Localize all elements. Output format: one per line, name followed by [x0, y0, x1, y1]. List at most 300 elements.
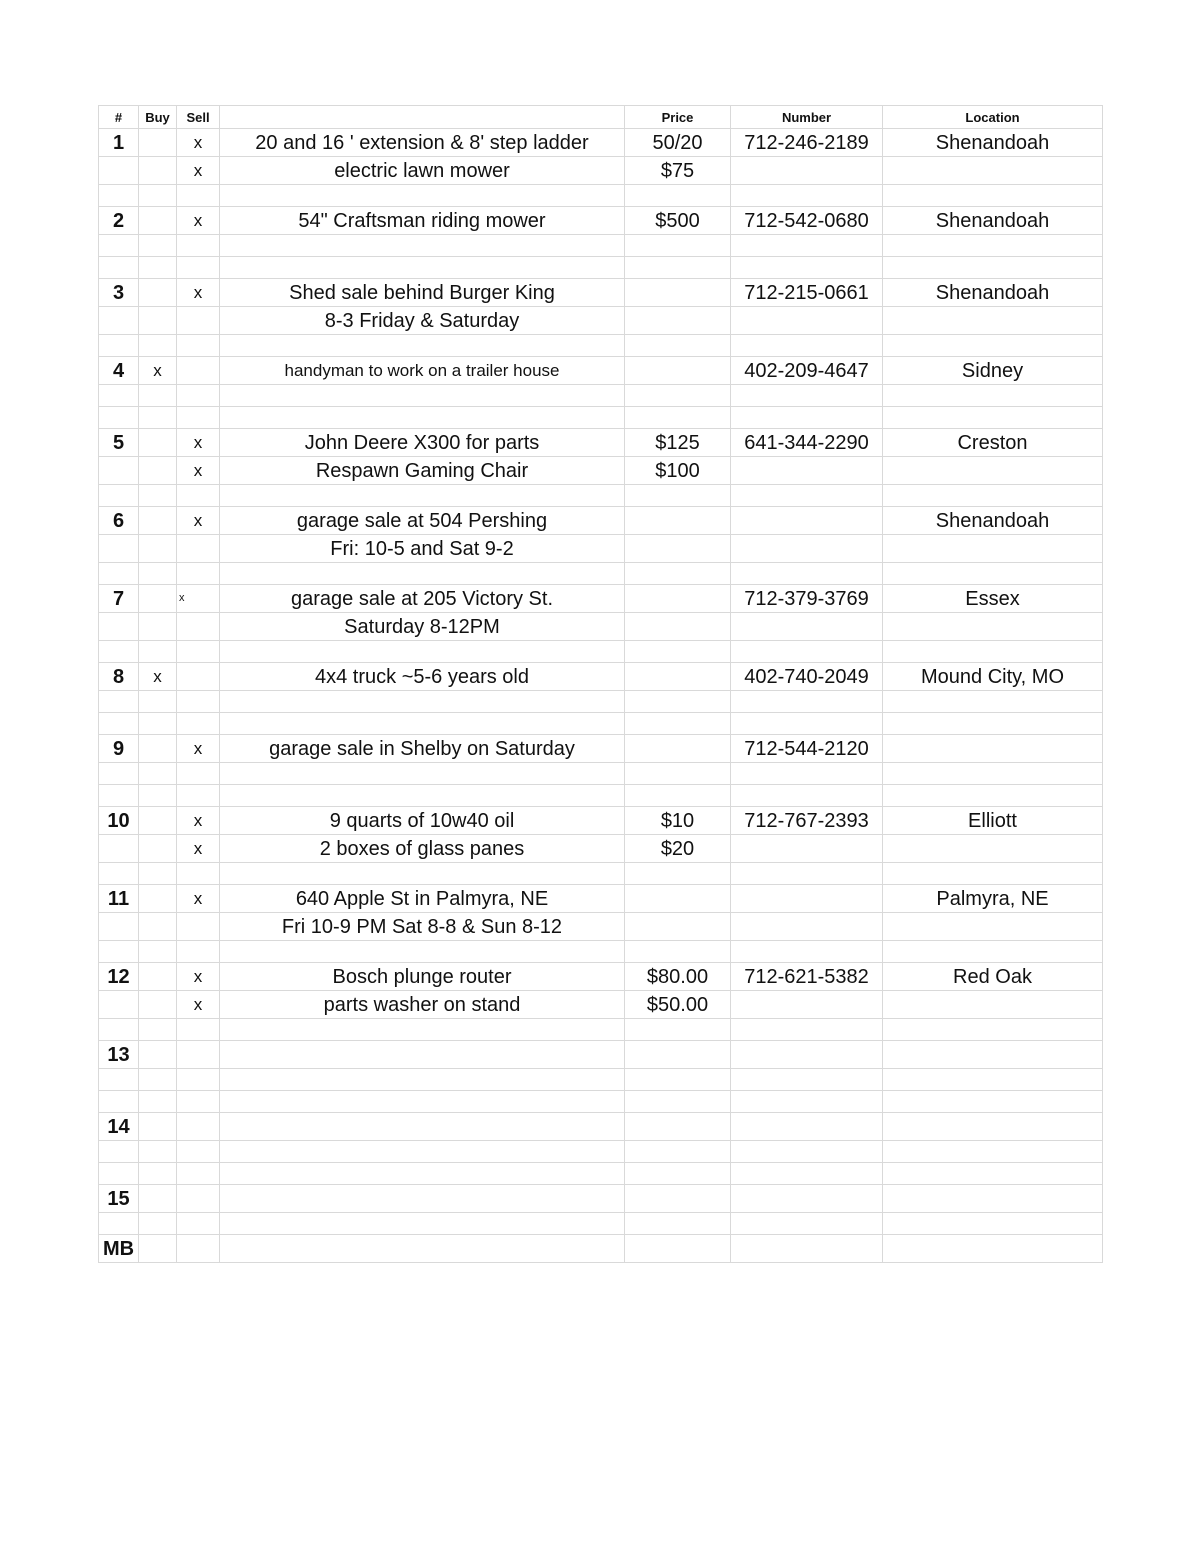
- description-cell: [220, 863, 625, 885]
- buy-cell: [139, 385, 177, 407]
- description-cell: Saturday 8-12PM: [220, 613, 625, 641]
- buy-cell: [139, 785, 177, 807]
- description-cell: [220, 713, 625, 735]
- description-cell: Bosch plunge router: [220, 963, 625, 991]
- sell-cell: [177, 1235, 220, 1263]
- phone-number-cell: [731, 1185, 883, 1213]
- row-number-cell: [99, 257, 139, 279]
- buy-cell: [139, 129, 177, 157]
- phone-number-cell: [731, 257, 883, 279]
- table-row: [99, 913, 1103, 941]
- row-number-cell: 1: [99, 129, 139, 157]
- row-number-cell: [99, 235, 139, 257]
- table-row: [99, 585, 1103, 613]
- location-cell: [883, 1213, 1103, 1235]
- sell-cell: [177, 335, 220, 357]
- table-row: [99, 713, 1103, 735]
- phone-number-cell: 641-344-2290: [731, 429, 883, 457]
- description-cell: [220, 1041, 625, 1069]
- sell-cell: [177, 763, 220, 785]
- table-row: [99, 429, 1103, 457]
- sell-cell: [177, 535, 220, 563]
- sell-cell: x: [177, 279, 220, 307]
- phone-number-cell: 712-767-2393: [731, 807, 883, 835]
- row-number-cell: [99, 641, 139, 663]
- buy-cell: [139, 963, 177, 991]
- row-number-cell: [99, 335, 139, 357]
- description-cell: [220, 485, 625, 507]
- price-cell: [625, 641, 731, 663]
- description-cell: [220, 1141, 625, 1163]
- location-cell: [883, 1235, 1103, 1263]
- phone-number-cell: [731, 407, 883, 429]
- header-phone-number: Number: [731, 106, 883, 129]
- phone-number-cell: 712-215-0661: [731, 279, 883, 307]
- price-cell: [625, 535, 731, 563]
- table-row: [99, 1069, 1103, 1091]
- sell-cell: x: [177, 835, 220, 863]
- table-row: [99, 385, 1103, 407]
- phone-number-cell: [731, 307, 883, 335]
- buy-cell: [139, 1069, 177, 1091]
- buy-cell: [139, 1091, 177, 1113]
- price-cell: [625, 507, 731, 535]
- sell-cell: x: [177, 157, 220, 185]
- buy-cell: [139, 457, 177, 485]
- sell-cell: x: [177, 585, 220, 613]
- table-row: [99, 941, 1103, 963]
- buy-cell: [139, 885, 177, 913]
- buy-cell: [139, 1113, 177, 1141]
- price-cell: [625, 1213, 731, 1235]
- sell-cell: [177, 185, 220, 207]
- phone-number-cell: [731, 641, 883, 663]
- price-cell: [625, 663, 731, 691]
- header-row: [99, 106, 1103, 129]
- row-number-cell: 9: [99, 735, 139, 763]
- phone-number-cell: 712-379-3769: [731, 585, 883, 613]
- phone-number-cell: [731, 385, 883, 407]
- buy-cell: [139, 279, 177, 307]
- classifieds-table: [98, 105, 1103, 1263]
- location-cell: [883, 1041, 1103, 1069]
- description-cell: electric lawn mower: [220, 157, 625, 185]
- location-cell: [883, 1185, 1103, 1213]
- header-number: #: [99, 106, 139, 129]
- buy-cell: [139, 1235, 177, 1263]
- sell-cell: [177, 1185, 220, 1213]
- buy-cell: [139, 307, 177, 335]
- price-cell: [625, 385, 731, 407]
- location-cell: [883, 991, 1103, 1019]
- price-cell: $500: [625, 207, 731, 235]
- table-row: [99, 1213, 1103, 1235]
- buy-cell: [139, 1041, 177, 1069]
- phone-number-cell: [731, 1163, 883, 1185]
- phone-number-cell: [731, 1091, 883, 1113]
- table-row: [99, 1185, 1103, 1213]
- row-number-cell: [99, 1163, 139, 1185]
- buy-cell: [139, 207, 177, 235]
- location-cell: [883, 1019, 1103, 1041]
- header-buy: Buy: [139, 106, 177, 129]
- sell-cell: [177, 1019, 220, 1041]
- sell-cell: [177, 941, 220, 963]
- sell-cell: x: [177, 129, 220, 157]
- description-cell: Fri: 10-5 and Sat 9-2: [220, 535, 625, 563]
- sell-cell: x: [177, 963, 220, 991]
- description-cell: [220, 257, 625, 279]
- description-cell: [220, 563, 625, 585]
- price-cell: [625, 785, 731, 807]
- price-cell: [625, 1069, 731, 1091]
- row-number-cell: [99, 535, 139, 563]
- table-row: [99, 507, 1103, 535]
- location-cell: [883, 613, 1103, 641]
- price-cell: [625, 1163, 731, 1185]
- phone-number-cell: [731, 863, 883, 885]
- location-cell: [883, 941, 1103, 963]
- location-cell: Shenandoah: [883, 129, 1103, 157]
- price-cell: [625, 279, 731, 307]
- description-cell: [220, 1019, 625, 1041]
- price-cell: [625, 1091, 731, 1113]
- sell-cell: [177, 357, 220, 385]
- description-cell: [220, 385, 625, 407]
- price-cell: [625, 307, 731, 335]
- table-row: [99, 1163, 1103, 1185]
- sell-cell: [177, 563, 220, 585]
- sell-cell: x: [177, 885, 220, 913]
- buy-cell: [139, 941, 177, 963]
- sell-cell: [177, 1213, 220, 1235]
- row-number-cell: 11: [99, 885, 139, 913]
- row-number-cell: 7: [99, 585, 139, 613]
- description-cell: 4x4 truck ~5-6 years old: [220, 663, 625, 691]
- description-cell: [220, 1185, 625, 1213]
- description-cell: handyman to work on a trailer house: [220, 357, 625, 385]
- row-number-cell: 2: [99, 207, 139, 235]
- row-number-cell: [99, 913, 139, 941]
- sell-cell: [177, 1041, 220, 1069]
- table-row: [99, 763, 1103, 785]
- location-cell: [883, 1163, 1103, 1185]
- table-row: [99, 457, 1103, 485]
- sell-cell: x: [177, 991, 220, 1019]
- sell-cell: [177, 863, 220, 885]
- price-cell: [625, 1185, 731, 1213]
- location-cell: [883, 335, 1103, 357]
- table-row: [99, 641, 1103, 663]
- location-cell: [883, 691, 1103, 713]
- row-number-cell: [99, 691, 139, 713]
- price-cell: [625, 563, 731, 585]
- description-cell: [220, 1213, 625, 1235]
- phone-number-cell: [731, 991, 883, 1019]
- phone-number-cell: [731, 913, 883, 941]
- location-cell: [883, 457, 1103, 485]
- description-cell: 9 quarts of 10w40 oil: [220, 807, 625, 835]
- buy-cell: [139, 691, 177, 713]
- price-cell: $75: [625, 157, 731, 185]
- buy-cell: [139, 713, 177, 735]
- row-number-cell: 8: [99, 663, 139, 691]
- buy-cell: [139, 1213, 177, 1235]
- table-row: [99, 207, 1103, 235]
- table-row: [99, 485, 1103, 507]
- description-cell: garage sale at 205 Victory St.: [220, 585, 625, 613]
- sell-cell: [177, 235, 220, 257]
- row-number-cell: [99, 991, 139, 1019]
- row-number-cell: [99, 385, 139, 407]
- price-cell: [625, 585, 731, 613]
- table-row: [99, 185, 1103, 207]
- table-row: [99, 129, 1103, 157]
- location-cell: [883, 535, 1103, 563]
- description-cell: [220, 1235, 625, 1263]
- row-number-cell: [99, 785, 139, 807]
- buy-cell: [139, 835, 177, 863]
- table-row: [99, 735, 1103, 763]
- phone-number-cell: [731, 835, 883, 863]
- sell-cell: [177, 691, 220, 713]
- description-cell: [220, 785, 625, 807]
- row-number-cell: 6: [99, 507, 139, 535]
- header-location: Location: [883, 106, 1103, 129]
- sell-cell: x: [177, 457, 220, 485]
- row-number-cell: [99, 613, 139, 641]
- description-cell: 20 and 16 ' extension & 8' step ladder: [220, 129, 625, 157]
- phone-number-cell: [731, 713, 883, 735]
- description-cell: [220, 235, 625, 257]
- description-cell: parts washer on stand: [220, 991, 625, 1019]
- price-cell: [625, 1141, 731, 1163]
- location-cell: [883, 1113, 1103, 1141]
- row-number-cell: [99, 457, 139, 485]
- price-cell: [625, 357, 731, 385]
- sell-cell: [177, 407, 220, 429]
- row-number-cell: [99, 485, 139, 507]
- description-cell: [220, 941, 625, 963]
- phone-number-cell: [731, 1019, 883, 1041]
- location-cell: [883, 185, 1103, 207]
- table-row: [99, 335, 1103, 357]
- table-row: [99, 357, 1103, 385]
- price-cell: $20: [625, 835, 731, 863]
- price-cell: [625, 913, 731, 941]
- price-cell: [625, 485, 731, 507]
- price-cell: [625, 1019, 731, 1041]
- row-number-cell: [99, 1091, 139, 1113]
- location-cell: [883, 407, 1103, 429]
- phone-number-cell: 712-246-2189: [731, 129, 883, 157]
- phone-number-cell: 402-209-4647: [731, 357, 883, 385]
- row-number-cell: [99, 1141, 139, 1163]
- location-cell: [883, 235, 1103, 257]
- row-number-cell: [99, 941, 139, 963]
- phone-number-cell: [731, 885, 883, 913]
- row-number-cell: [99, 185, 139, 207]
- sell-cell: [177, 613, 220, 641]
- table-row: [99, 1041, 1103, 1069]
- price-cell: $125: [625, 429, 731, 457]
- description-cell: Respawn Gaming Chair: [220, 457, 625, 485]
- location-cell: [883, 385, 1103, 407]
- description-cell: [220, 1113, 625, 1141]
- description-cell: [220, 1069, 625, 1091]
- buy-cell: [139, 641, 177, 663]
- row-number-cell: 14: [99, 1113, 139, 1141]
- table-row: [99, 1091, 1103, 1113]
- table-row: [99, 991, 1103, 1019]
- sell-cell: x: [177, 807, 220, 835]
- table-row: [99, 663, 1103, 691]
- buy-cell: [139, 257, 177, 279]
- table-row: [99, 1019, 1103, 1041]
- price-cell: [625, 941, 731, 963]
- phone-number-cell: [731, 507, 883, 535]
- table-row: [99, 885, 1103, 913]
- price-cell: $10: [625, 807, 731, 835]
- price-cell: [625, 407, 731, 429]
- phone-number-cell: [731, 457, 883, 485]
- price-cell: [625, 863, 731, 885]
- location-cell: Essex: [883, 585, 1103, 613]
- price-cell: [625, 613, 731, 641]
- table-row: [99, 563, 1103, 585]
- sell-cell: [177, 1113, 220, 1141]
- row-number-cell: [99, 1213, 139, 1235]
- phone-number-cell: [731, 613, 883, 641]
- price-cell: [625, 335, 731, 357]
- phone-number-cell: [731, 763, 883, 785]
- location-cell: Palmyra, NE: [883, 885, 1103, 913]
- buy-cell: [139, 429, 177, 457]
- location-cell: [883, 835, 1103, 863]
- phone-number-cell: [731, 535, 883, 563]
- price-cell: [625, 1235, 731, 1263]
- location-cell: [883, 1141, 1103, 1163]
- row-number-cell: [99, 407, 139, 429]
- table-row: [99, 807, 1103, 835]
- phone-number-cell: [731, 563, 883, 585]
- buy-cell: [139, 157, 177, 185]
- header-description: [220, 106, 625, 129]
- location-cell: [883, 563, 1103, 585]
- buy-cell: [139, 585, 177, 613]
- price-cell: [625, 713, 731, 735]
- buy-cell: [139, 913, 177, 941]
- table-row: [99, 1235, 1103, 1263]
- sell-cell: [177, 485, 220, 507]
- row-number-cell: 12: [99, 963, 139, 991]
- buy-cell: [139, 807, 177, 835]
- description-cell: garage sale at 504 Pershing: [220, 507, 625, 535]
- price-cell: $80.00: [625, 963, 731, 991]
- table-row: [99, 235, 1103, 257]
- phone-number-cell: [731, 185, 883, 207]
- table-row: [99, 157, 1103, 185]
- sell-cell: x: [177, 207, 220, 235]
- table-row: [99, 1113, 1103, 1141]
- phone-number-cell: [731, 785, 883, 807]
- buy-cell: [139, 1185, 177, 1213]
- description-cell: 54" Craftsman riding mower: [220, 207, 625, 235]
- table-row: [99, 963, 1103, 991]
- row-number-cell: [99, 1019, 139, 1041]
- phone-number-cell: 712-542-0680: [731, 207, 883, 235]
- location-cell: [883, 863, 1103, 885]
- sell-cell: [177, 785, 220, 807]
- phone-number-cell: [731, 1213, 883, 1235]
- location-cell: [883, 713, 1103, 735]
- row-number-cell: 5: [99, 429, 139, 457]
- sell-cell: [177, 641, 220, 663]
- row-number-cell: 4: [99, 357, 139, 385]
- buy-cell: [139, 407, 177, 429]
- table-row: [99, 535, 1103, 563]
- buy-cell: [139, 991, 177, 1019]
- table-row: [99, 307, 1103, 335]
- sell-cell: x: [177, 507, 220, 535]
- row-number-cell: [99, 307, 139, 335]
- phone-number-cell: [731, 157, 883, 185]
- phone-number-cell: [731, 485, 883, 507]
- description-cell: Fri 10-9 PM Sat 8-8 & Sun 8-12: [220, 913, 625, 941]
- location-cell: [883, 157, 1103, 185]
- sell-cell: [177, 713, 220, 735]
- price-cell: 50/20: [625, 129, 731, 157]
- location-cell: [883, 1091, 1103, 1113]
- buy-cell: [139, 535, 177, 563]
- location-cell: Red Oak: [883, 963, 1103, 991]
- phone-number-cell: 402-740-2049: [731, 663, 883, 691]
- phone-number-cell: [731, 1041, 883, 1069]
- price-cell: [625, 1113, 731, 1141]
- sell-cell: [177, 1091, 220, 1113]
- row-number-cell: 10: [99, 807, 139, 835]
- table-row: [99, 863, 1103, 885]
- description-cell: Shed sale behind Burger King: [220, 279, 625, 307]
- location-cell: Mound City, MO: [883, 663, 1103, 691]
- phone-number-cell: 712-621-5382: [731, 963, 883, 991]
- sell-cell: [177, 1163, 220, 1185]
- description-cell: garage sale in Shelby on Saturday: [220, 735, 625, 763]
- buy-cell: [139, 235, 177, 257]
- table-row: [99, 407, 1103, 429]
- price-cell: [625, 185, 731, 207]
- price-cell: [625, 763, 731, 785]
- phone-number-cell: [731, 691, 883, 713]
- row-number-cell: [99, 835, 139, 863]
- table-row: [99, 691, 1103, 713]
- table-row: [99, 613, 1103, 641]
- description-cell: [220, 691, 625, 713]
- price-cell: [625, 735, 731, 763]
- location-cell: Shenandoah: [883, 507, 1103, 535]
- location-cell: Shenandoah: [883, 279, 1103, 307]
- description-cell: 2 boxes of glass panes: [220, 835, 625, 863]
- buy-cell: x: [139, 663, 177, 691]
- buy-cell: [139, 507, 177, 535]
- header-price: Price: [625, 106, 731, 129]
- sell-cell: [177, 913, 220, 941]
- buy-cell: [139, 863, 177, 885]
- description-cell: [220, 1091, 625, 1113]
- description-cell: [220, 185, 625, 207]
- buy-cell: [139, 1163, 177, 1185]
- price-cell: [625, 885, 731, 913]
